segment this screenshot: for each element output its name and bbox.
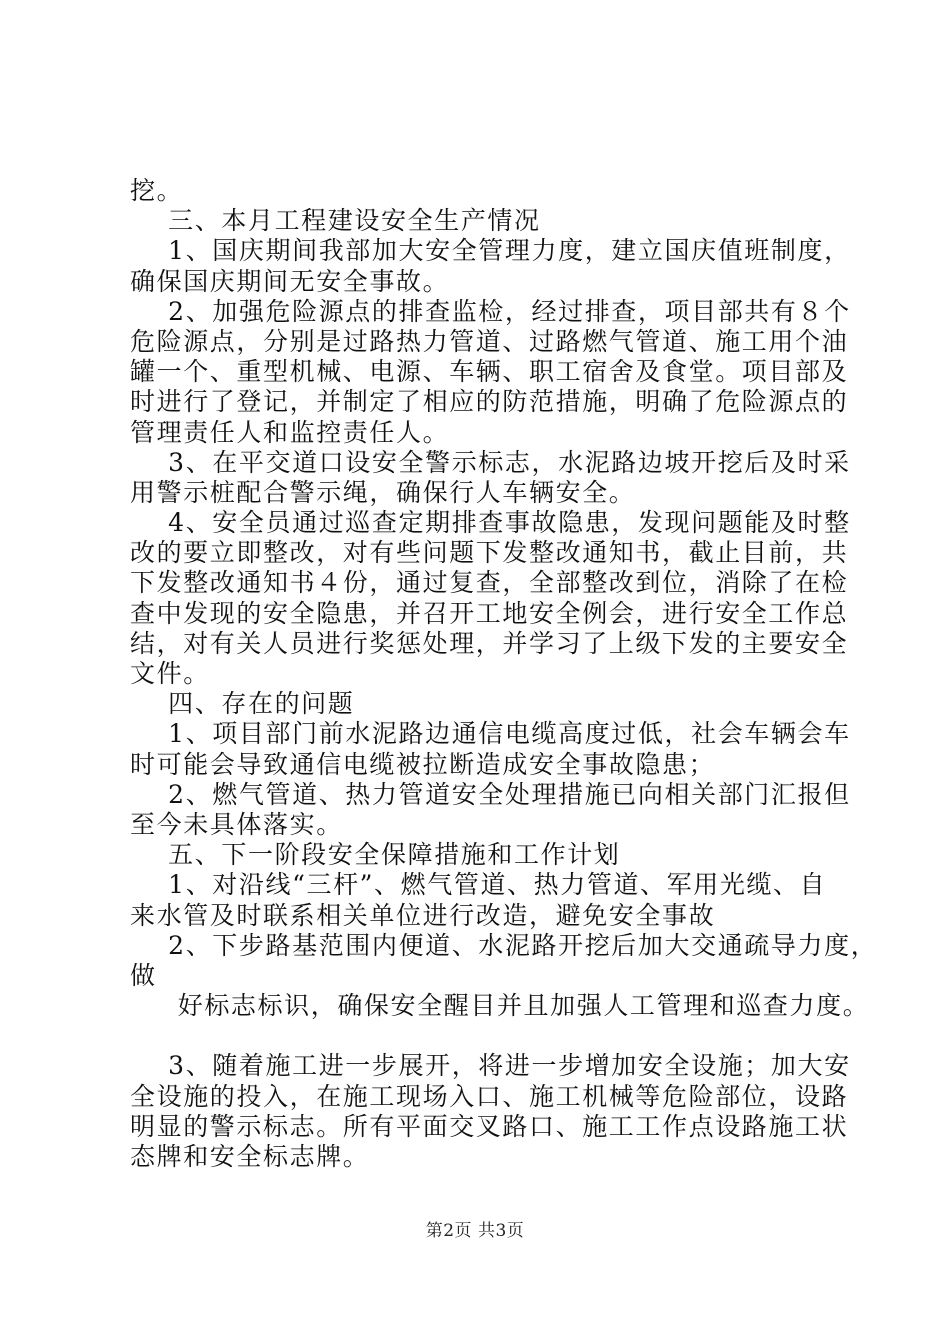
text-line: 管理责任人和监控责任人。 (130, 417, 450, 447)
text-line: 文件。 (130, 659, 210, 688)
text-line: 好标志标识，确保安全醒目并且加强人工管理和巡查力度。 (130, 991, 870, 1021)
text-line: 1、项目部门前水泥路边通信电缆高度过低，社会车辆会车 (130, 719, 851, 749)
text-line: 1、国庆期间我部加大安全管理力度，建立国庆值班制度， (130, 236, 851, 266)
text-line: 3、随着施工进一步展开，将进一步增加安全设施；加大安 (130, 1051, 851, 1081)
text-line: 2、燃气管道、热力管道安全处理措施已向相关部门汇报但 (130, 779, 851, 809)
text-line: 3、在平交道口设安全警示标志，水泥路边坡开挖后及时采 (130, 447, 851, 477)
text-line: 结，对有关人员进行奖惩处理，并学习了上级下发的主要安全 (130, 628, 849, 658)
text-line: 4、安全员通过巡查定期排查事故隐患，发现问题能及时整 (130, 508, 851, 538)
text-line: 用警示桩配合警示绳，确保行人车辆安全。 (130, 477, 636, 507)
text-line: 态牌和安全标志牌。 (130, 1142, 370, 1171)
text-line: 明显的警示标志。所有平面交叉路口、施工工作点设路施工状 (130, 1111, 849, 1141)
text-line: 2、加强危险源点的排查监检，经过排查，项目部共有８个 (130, 296, 851, 326)
text-line: 改的要立即整改，对有些问题下发整改通知书，截止目前，共 (130, 538, 849, 568)
page-number-footer: 第2页 共3页 (425, 1221, 525, 1241)
text-line: 罐一个、重型机械、电源、车辆、职工宿舍及食堂。项目部及 (130, 357, 849, 387)
text-line: 确保国庆期间无安全事故。 (130, 266, 450, 296)
blank-line (130, 1021, 840, 1051)
document-body (130, 176, 878, 1172)
text-line: 下发整改通知书４份，通过复查，全部整改到位，消除了在检 (130, 568, 849, 598)
text-line: 做 (130, 960, 157, 990)
section-heading: 四、存在的问题 (130, 689, 355, 719)
text-line: 来水管及时联系相关单位进行改造，避免安全事故 (130, 900, 716, 930)
text-line: 危险源点，分别是过路热力管道、过路燃气管道、施工用个油 (130, 326, 849, 356)
text-line: 1、对沿线“三杆”、燃气管道、热力管道、军用光缆、自 (130, 870, 827, 900)
text-line: 2、下步路基范围内便道、水泥路开挖后加大交通疏导力度， (130, 930, 878, 960)
section-heading: 五、下一阶段安全保障措施和工作计划 (130, 840, 621, 870)
section-heading: 三、本月工程建设安全生产情况 (130, 206, 541, 236)
text-line: 挖。 (130, 176, 184, 205)
text-line: 时进行了登记，并制定了相应的防范措施，明确了危险源点的 (130, 387, 849, 417)
text-line: 时可能会导致通信电缆被拉断造成安全事故隐患； (130, 749, 716, 779)
text-line: 查中发现的安全隐患，并召开工地安全例会，进行安全工作总 (130, 598, 849, 628)
text-line: 至今未具体落实。 (130, 809, 343, 839)
text-line: 全设施的投入，在施工现场入口、施工机械等危险部位，设路 (130, 1081, 849, 1111)
